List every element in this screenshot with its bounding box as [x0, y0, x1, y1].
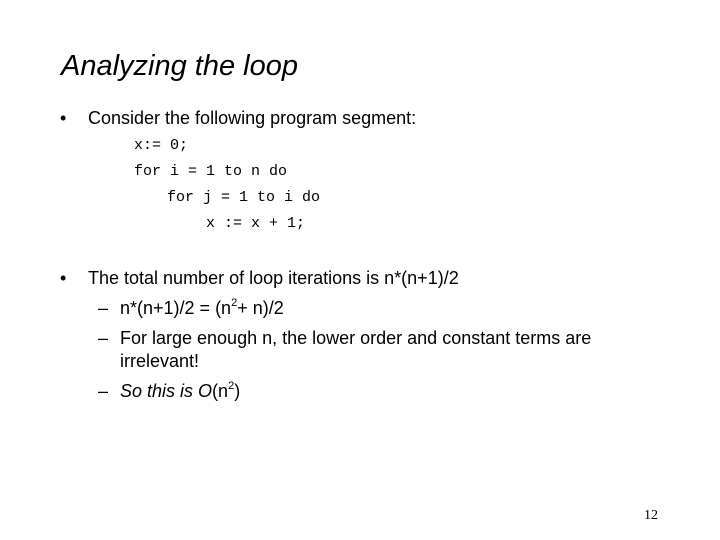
sub-bullet-line-1: For large enough n, the lower order and constant terms are — [120, 328, 592, 348]
code-line-4: x := x + 1; — [206, 215, 306, 232]
code-line-2: for i = 1 to n do — [134, 163, 288, 180]
dash-marker: – — [98, 298, 109, 318]
formula-exponent: 2 — [231, 297, 238, 309]
bullet-marker: • — [60, 268, 67, 288]
sub-bullet-text — [120, 297, 660, 320]
bullet-text: Consider the following program segment: — [88, 108, 417, 128]
bullet-text: The total number of loop iterations is n*(n+1)/2 — [88, 268, 459, 288]
big-o-close: ) — [234, 381, 241, 401]
bullet-marker: • — [60, 108, 67, 128]
big-o-open: (n — [212, 381, 229, 401]
sub-bullet-text — [120, 380, 660, 403]
big-o-lead: So this is — [120, 381, 199, 401]
big-o-exponent: 2 — [228, 380, 235, 392]
formula-right: + n)/2 — [237, 298, 284, 318]
code-line-3: for j = 1 to i do — [167, 189, 321, 206]
sub-bullet-large-n — [98, 327, 668, 375]
sub-bullet-text — [120, 327, 660, 373]
sub-bullet-big-o — [98, 380, 668, 404]
sub-bullet-line-2: irrelevant! — [120, 351, 200, 371]
slide-title: Analyzing the loop — [61, 50, 298, 82]
formula-left: n*(n+1)/2 = (n — [120, 298, 232, 318]
page-number: 12 — [644, 508, 658, 523]
sub-bullet-formula — [98, 297, 668, 321]
dash-marker: – — [98, 328, 109, 348]
dash-marker: – — [98, 381, 109, 401]
code-line-1: x:= 0; — [134, 137, 189, 154]
big-o-symbol: O — [198, 381, 213, 401]
